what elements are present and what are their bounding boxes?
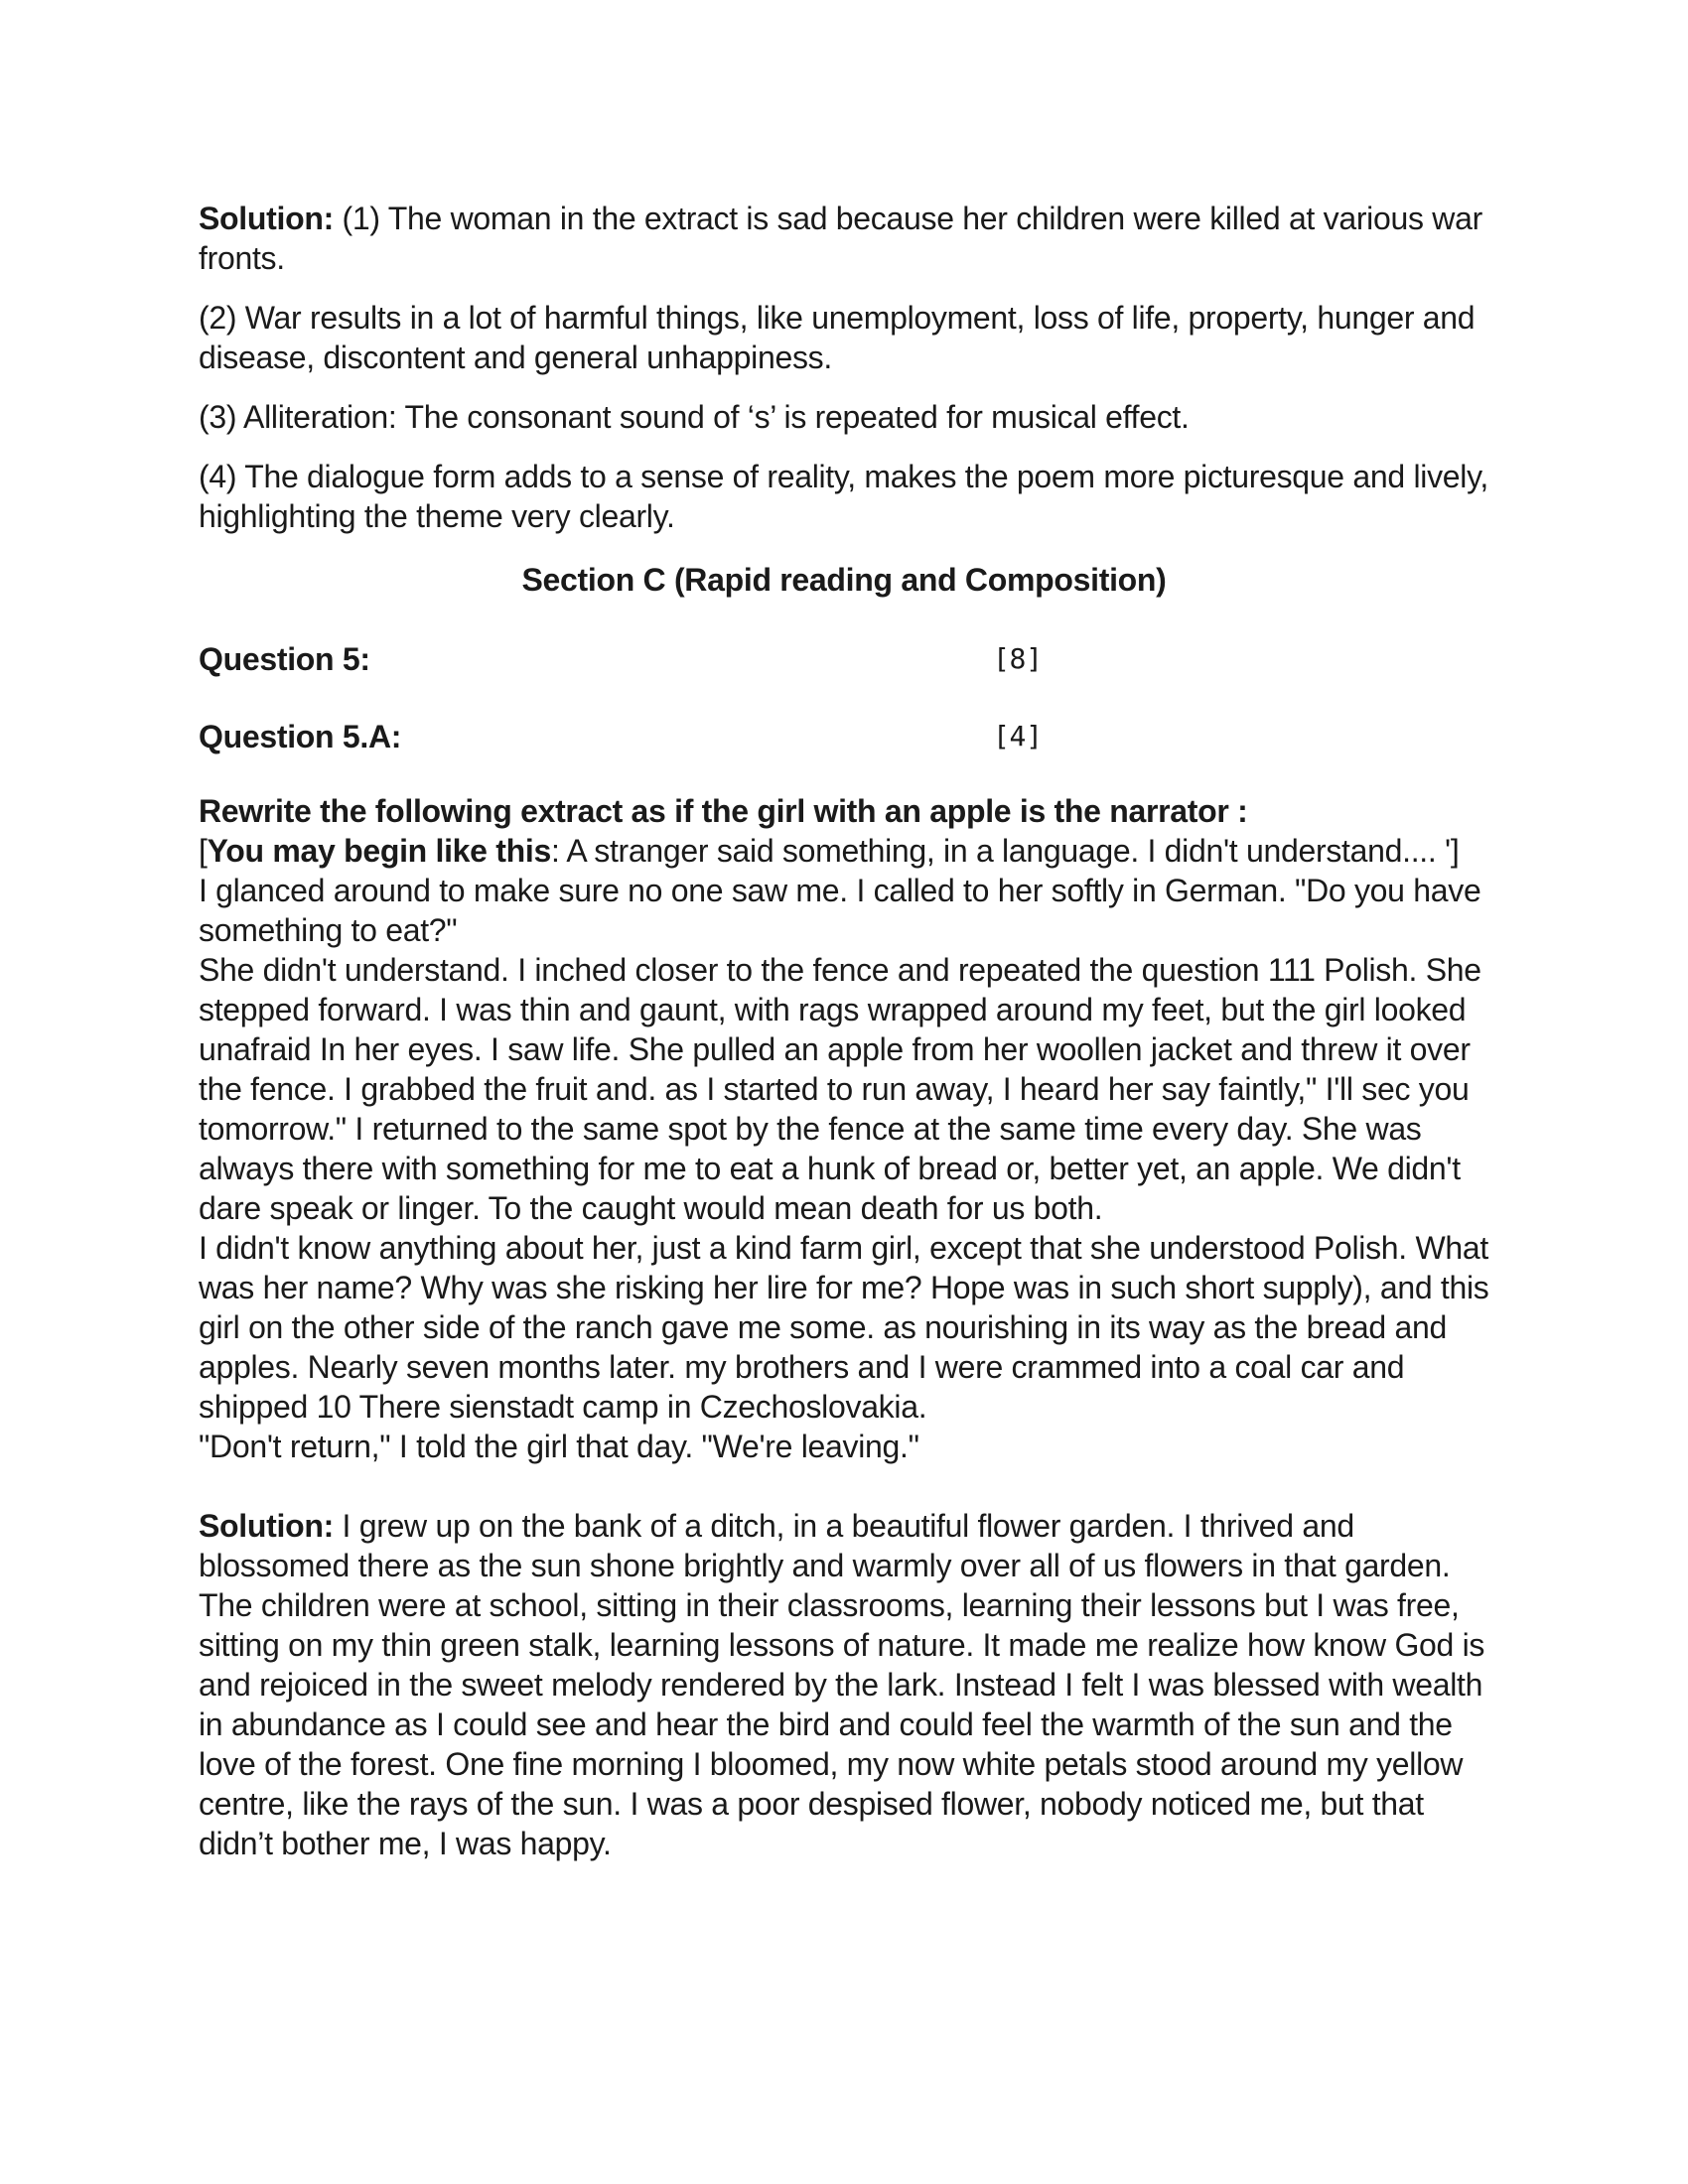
page-content bbox=[199, 199, 1489, 1863]
question-5-label: Question 5: bbox=[199, 641, 370, 677]
solution-a-text-1: (1) The woman in the extract is sad because her children were killed at various war fronts. bbox=[199, 201, 1482, 276]
hint-open-bracket: [ bbox=[199, 833, 208, 869]
extract-paragraph-1: I glanced around to make sure no one saw me. I called to her softly in German. "Do you have something to eat?" bbox=[199, 873, 1481, 948]
instruction-heading-text: Rewrite the following extract as if the girl with an apple is the narrator : bbox=[199, 793, 1248, 829]
solution-a-point-3: (3) Alliteration: The consonant sound of ‘s’ is repeated for musical effect. bbox=[199, 399, 1190, 435]
question-5a-row bbox=[199, 717, 1489, 756]
instruction-heading bbox=[199, 791, 1489, 831]
solution-b-text: I grew up on the bank of a ditch, in a beautiful flower garden. I thrived and blossomed there as the sun shone brightly and warmly over all of us flowers in that garden. The children were at school, sitting in their classrooms, learning their lessons but I was free, sitting on my thin green stalk, learning lessons of nature. It made me realize how know God is and rejoiced in the sweet melody rendered by the lark. Instead I felt I was blessed with wealth in abundance as I could see and hear the bird and could feel the warmth of the sun and the love of the forest. One fine morning I bloomed, my now white petals stood around my yellow centre, like the rays of the sun. I was a poor despised flower, nobody noticed me, but that didn’t bother me, I was happy. bbox=[199, 1508, 1485, 1861]
solution-a-point-2: (2) War results in a lot of harmful things, like unemployment, loss of life, property, hunger and disease, discontent and general unhappiness. bbox=[199, 300, 1476, 375]
extract-paragraph-3: I didn't know anything about her, just a kind farm girl, except that she understood Polish. What was her name? Why was she risking her lire for me? Hope was in such short supply), and this girl on the other side of the ranch gave me some. as nourishing in its way as the bread and apples. Nearly seven months later. my brothers and I were crammed into a coal car and shipped 10 There sienstadt camp in Czechoslovakia. bbox=[199, 1230, 1489, 1425]
section-c-title: Section C (Rapid reading and Composition) bbox=[521, 562, 1167, 598]
question-5-row bbox=[199, 639, 1489, 679]
extract-paragraph-4: "Don't return," I told the girl that day. "We're leaving." bbox=[199, 1429, 919, 1464]
solution-a-point-1 bbox=[199, 199, 1489, 278]
solution-b-label: Solution: bbox=[199, 1508, 334, 1544]
question-5a-label: Question 5.A: bbox=[199, 719, 402, 754]
question-5a-marks: [4] bbox=[993, 720, 1043, 752]
hint-text: : A stranger said something, in a language. I didn't understand.... '] bbox=[550, 833, 1460, 869]
hint-label: You may begin like this bbox=[207, 833, 551, 869]
solution-label: Solution: bbox=[199, 201, 334, 236]
solution-b bbox=[199, 1506, 1489, 1863]
extract-paragraph-2: She didn't understand. I inched closer to the fence and repeated the question 111 Polish. She stepped forward. I was thin and gaunt, with rags wrapped around my feet, but the girl looked unafraid In her eyes. I saw life. She pulled an apple from her woollen jacket and threw it over the fence. I grabbed the fruit and. as I started to run away, I heard her say faintly," I'll sec you tomorrow." I returned to the same spot by the fence at the same time every day. She was always there with something for me to eat a hunk of bread or, better yet, an apple. We didn't dare speak or linger. To the caught would mean death for us both. bbox=[199, 952, 1481, 1226]
instruction-hint bbox=[199, 831, 1489, 871]
solution-a-point-4: (4) The dialogue form adds to a sense of reality, makes the poem more picturesque and lively, highlighting the theme very clearly. bbox=[199, 459, 1489, 534]
question-5-marks: [8] bbox=[993, 642, 1043, 675]
